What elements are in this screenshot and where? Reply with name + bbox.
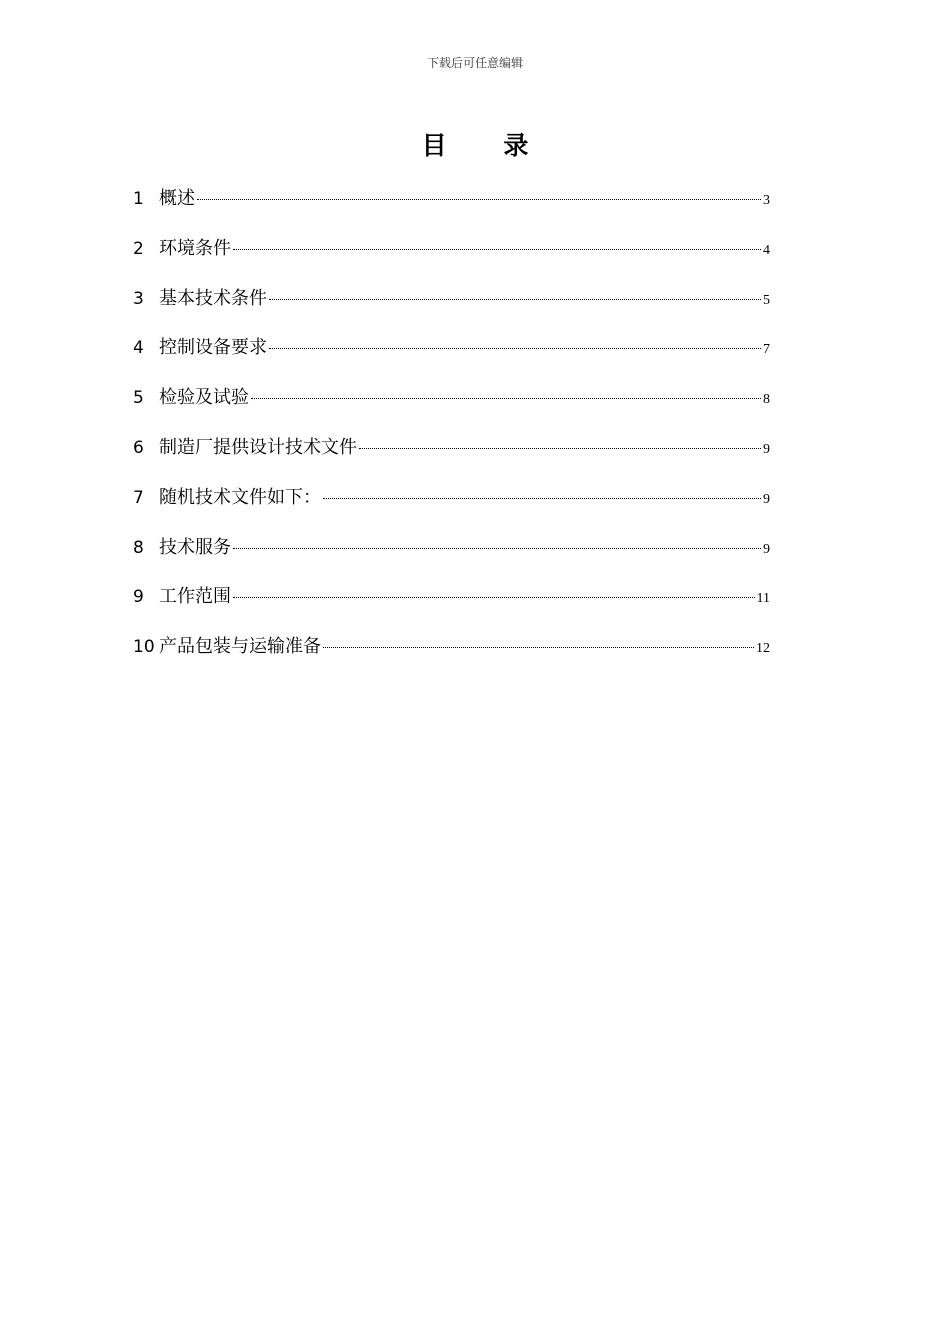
toc-entry-page: 4 xyxy=(763,242,770,258)
toc-entry[interactable] xyxy=(133,634,770,659)
toc-entry-title: 技术服务 xyxy=(159,536,231,558)
toc-entry[interactable] xyxy=(133,435,770,460)
toc-entry-number: 6 xyxy=(133,437,144,458)
toc-entry[interactable] xyxy=(133,335,770,360)
toc-entry-title: 控制设备要求 xyxy=(159,337,267,359)
toc-entry-page: 9 xyxy=(763,491,770,507)
toc-entry[interactable] xyxy=(133,236,770,261)
dot-leader xyxy=(359,448,761,449)
toc-entry-title: 基本技术条件 xyxy=(159,287,267,309)
toc-entry-title: 概述 xyxy=(159,188,195,209)
toc-entry-page: 12 xyxy=(756,641,770,657)
toc-entry-title: 制造厂提供设计技术文件 xyxy=(159,436,357,458)
page-header: 下载后可任意编辑 xyxy=(426,56,523,70)
dot-leader xyxy=(251,398,761,399)
toc-entry-page: 8 xyxy=(763,392,770,408)
toc-entry-page: 9 xyxy=(763,441,770,457)
dot-leader xyxy=(269,348,761,349)
toc-entry-number: 8 xyxy=(133,537,144,558)
toc-entry-title: 检验及试验 xyxy=(159,387,249,409)
toc-entry[interactable] xyxy=(133,485,770,510)
toc-entry-number: 7 xyxy=(133,487,144,508)
dot-leader xyxy=(197,199,761,200)
toc-entry-number: 1 xyxy=(133,189,144,209)
toc-entry[interactable] xyxy=(133,385,770,410)
toc-entry-page: 11 xyxy=(756,591,770,607)
toc-entry-title: 随机技术文件如下： xyxy=(159,486,321,508)
toc-entry-number: 4 xyxy=(133,338,144,359)
toc-entry[interactable] xyxy=(133,286,770,311)
toc-entry[interactable] xyxy=(133,584,770,609)
toc-heading: 目 录 xyxy=(421,131,553,160)
dot-leader xyxy=(233,597,755,598)
toc-entry-page: 7 xyxy=(763,342,770,358)
toc-entry-number: 3 xyxy=(133,288,144,309)
toc-entry[interactable] xyxy=(133,535,770,560)
dot-leader xyxy=(269,299,761,300)
dot-leader xyxy=(233,249,761,250)
toc-entry-title: 产品包装与运输准备 xyxy=(159,636,321,658)
dot-leader xyxy=(233,548,761,549)
toc-entry-page: 9 xyxy=(763,541,770,557)
toc-entry-number: 5 xyxy=(133,388,144,409)
toc-entry[interactable] xyxy=(133,186,770,211)
toc-entry-title: 环境条件 xyxy=(159,237,231,259)
toc-entry-number: 9 xyxy=(133,587,144,608)
toc-entry-number: 10 xyxy=(133,637,155,658)
table-of-contents xyxy=(133,186,770,684)
toc-entry-title: 工作范围 xyxy=(159,586,231,608)
toc-entry-page: 3 xyxy=(763,193,770,208)
toc-entry-page: 5 xyxy=(763,292,770,308)
dot-leader xyxy=(323,647,754,648)
dot-leader xyxy=(323,498,761,499)
toc-entry-number: 2 xyxy=(133,238,144,259)
